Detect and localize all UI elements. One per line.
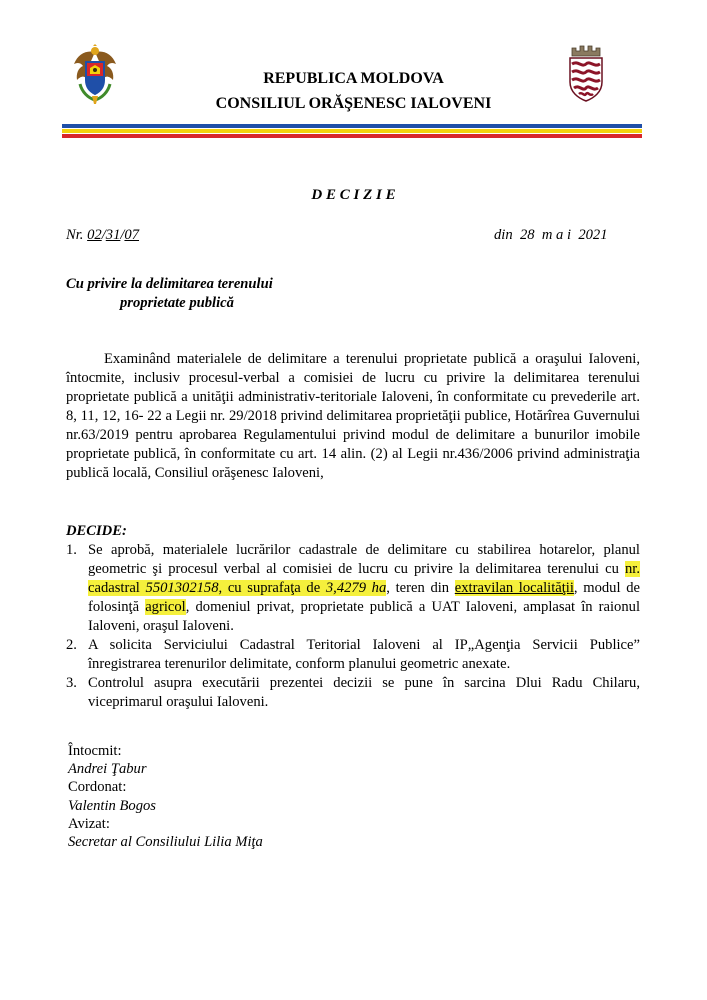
nr-part-1: 02 — [87, 227, 102, 243]
stripe-blue — [62, 124, 642, 128]
surface-value: 3,4279 ha — [325, 580, 387, 596]
country-heading: REPUBLICA MOLDOVA — [263, 70, 444, 87]
prepared-name: Andrei Ţabur — [68, 761, 147, 777]
nr-part-2: 31 — [105, 227, 121, 243]
approved-label: Avizat: — [68, 816, 110, 832]
approved-name: Secretar al Consiliului Lilia Miţa — [68, 834, 263, 850]
decision-item-2: 2. A solicita Serviciului Cadastral Teritorial Ialoveni al IP„Agenţia Servicii Publice” înregistrarea terenurilor delimitate, conform planului geometric anexate. — [66, 637, 640, 672]
decision-item-3: 3. Controlul asupra executării prezentei decizii se pune în sarcina Dlui Radu Chilaru, viceprimarul oraşului Ialoveni. — [66, 675, 640, 710]
prepared-label: Întocmit: — [68, 743, 122, 759]
decision-number: Nr. 02/31/07 — [66, 227, 140, 243]
council-heading: CONSILIUL ORĂŞENESC IALOVENI — [215, 95, 492, 112]
coordinated-name: Valentin Bogos — [68, 798, 156, 814]
stripe-yellow — [62, 129, 642, 133]
decision-item-1: 1. Se aprobă, materialele lucrărilor cadastrale de delimitare cu stabilirea hotarelor, planul geometric şi procesul verbal al comisiei de lucru cu privire la delimitarea terenului cu nr. cadastral 5501302158, cu suprafaţa de 3,4279 ha, teren din extravilan localităţii, modul de folosinţă agricol, domeniul privat, proprietate publică a UAT Ialoveni, amplasat în raionul Ialoveni, oraşul Ialoveni. — [66, 542, 640, 634]
decision-date: din 28 m a i 2021 — [494, 227, 608, 243]
nr-part-3: 07 — [124, 227, 140, 243]
decision-items — [66, 541, 640, 712]
item-number: 3. — [66, 675, 77, 691]
coordinated-label: Cordonat: — [68, 779, 127, 795]
decide-label: DECIDE: — [66, 523, 127, 539]
preamble-paragraph: Examinând materialele de delimitare a terenului proprietate publică a oraşului Ialoveni, întocmite, inclusiv procesul-verbal a comisiei de lucru cu privire la delimitarea terenului proprietate publică a unităţii administrativ-teritoriale Ialoveni, în conformitate cu prevederile art. 8, 11, 12, 16- 22 a Legii nr. 29/2018 privind delimitarea proprietăţii publice, Hotărîrea Guvernului nr.63/2019 pentru aprobarea Regulamentului privind modul de delimitare a bunurilor imobile proprietate publică, în conformitate cu art. 14 alin. (2) al Legii nr.436/2006 privind administraţia publică locală, Consiliul orăşenesc Ialoveni, — [66, 351, 640, 481]
document-title: D E C I Z I E — [311, 187, 396, 203]
nr-label: Nr. — [66, 227, 84, 243]
agricol-text: agricol — [145, 599, 186, 615]
item-number: 2. — [66, 637, 77, 653]
subject-line-2: proprietate publică — [120, 295, 234, 311]
stripe-red — [62, 134, 642, 138]
extravilan-text: extravilan localităţii — [454, 580, 574, 596]
item-number: 1. — [66, 542, 77, 558]
subject-line-1: Cu privire la delimitarea terenului — [66, 276, 273, 292]
cadastral-label: nr. cadastral — [88, 561, 640, 596]
cadastral-number: 5501302158 — [145, 580, 219, 596]
